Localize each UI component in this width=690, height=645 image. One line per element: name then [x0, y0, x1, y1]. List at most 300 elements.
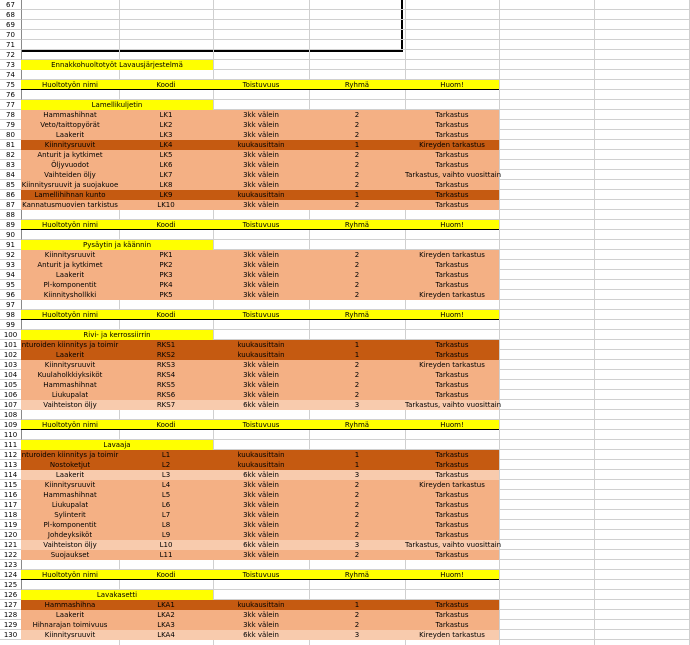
sheet-row[interactable] — [0, 620, 690, 630]
col-koodi-cell[interactable]: LK10 — [119, 200, 213, 210]
column-header-col-koodi[interactable]: Koodi — [119, 80, 213, 90]
row-header[interactable]: 87 — [0, 200, 22, 210]
sheet-row[interactable] — [0, 80, 690, 90]
col-koodi-cell[interactable]: LK4 — [119, 140, 213, 150]
col-koodi-cell[interactable]: RKS4 — [119, 370, 213, 380]
col-koodi-cell[interactable]: LK3 — [119, 130, 213, 140]
row-header[interactable]: 68 — [0, 10, 22, 20]
col-huoltotyo-cell[interactable]: Johdeyksiköt — [21, 530, 119, 540]
col-huom-cell[interactable]: Tarkastus — [405, 450, 499, 460]
row-header[interactable]: 105 — [0, 380, 22, 390]
row-header[interactable]: 75 — [0, 80, 22, 90]
row-header[interactable]: 101 — [0, 340, 22, 350]
sheet-row[interactable] — [0, 440, 690, 450]
col-huoltotyo-cell[interactable]: Laakerit — [21, 470, 119, 480]
col-ryhma-cell[interactable]: 2 — [309, 380, 405, 390]
column-header-col-ryhma[interactable]: Ryhmä — [309, 570, 405, 580]
section-title[interactable]: Lavaaja — [21, 440, 213, 450]
col-koodi-cell[interactable]: RKS2 — [119, 350, 213, 360]
sheet-row[interactable] — [0, 460, 690, 470]
col-toistuvuus-cell[interactable]: 3kk välein — [213, 530, 309, 540]
column-header-col-huoltotyo[interactable]: Huoltotyön nimi — [21, 220, 119, 230]
col-toistuvuus-cell[interactable]: 3kk välein — [213, 120, 309, 130]
column-header-col-huoltotyo[interactable]: Huoltotyön nimi — [21, 420, 119, 430]
col-huoltotyo-cell[interactable]: Liukupalat — [21, 390, 119, 400]
row-header[interactable]: 86 — [0, 190, 22, 200]
col-huom-cell[interactable]: Tarkastus — [405, 490, 499, 500]
row-header[interactable]: 114 — [0, 470, 22, 480]
column-header-col-ryhma[interactable]: Ryhmä — [309, 220, 405, 230]
sheet-row[interactable] — [0, 300, 690, 310]
row-header[interactable]: 112 — [0, 450, 22, 460]
col-toistuvuus-cell[interactable]: 6kk välein — [213, 630, 309, 640]
col-huoltotyo-cell[interactable]: Kiinnitysruuvit — [21, 140, 119, 150]
col-toistuvuus-cell[interactable]: 3kk välein — [213, 520, 309, 530]
col-ryhma-cell[interactable]: 2 — [309, 110, 405, 120]
sheet-row[interactable] — [0, 370, 690, 380]
sheet-row[interactable] — [0, 540, 690, 550]
col-huoltotyo-cell[interactable]: Vaihteiden öljy — [21, 170, 119, 180]
sheet-row[interactable] — [0, 320, 690, 330]
sheet-row[interactable] — [0, 180, 690, 190]
section-title[interactable]: Lavakasetti — [21, 590, 213, 600]
table-title[interactable]: Ennakkohuoltotyöt Lavausjärjestelmä — [21, 60, 213, 70]
row-header[interactable]: 113 — [0, 460, 22, 470]
row-header[interactable]: 85 — [0, 180, 22, 190]
col-huom-cell[interactable]: Tarkastus — [405, 180, 499, 190]
row-header[interactable]: 117 — [0, 500, 22, 510]
row-header[interactable]: 116 — [0, 490, 22, 500]
col-koodi-cell[interactable]: PK5 — [119, 290, 213, 300]
col-toistuvuus-cell[interactable]: 3kk välein — [213, 610, 309, 620]
col-huoltotyo-cell[interactable]: Öljyvuodot — [21, 160, 119, 170]
column-header-col-koodi[interactable]: Koodi — [119, 220, 213, 230]
section-title[interactable]: Rivi- ja kerrossiirrin — [21, 330, 213, 340]
col-huom-cell[interactable]: Tarkastus — [405, 460, 499, 470]
col-toistuvuus-cell[interactable]: 6kk välein — [213, 540, 309, 550]
col-toistuvuus-cell[interactable]: kuukausittain — [213, 460, 309, 470]
col-huom-cell[interactable]: Tarkastus — [405, 280, 499, 290]
col-toistuvuus-cell[interactable]: kuukausittain — [213, 340, 309, 350]
sheet-row[interactable] — [0, 130, 690, 140]
row-header[interactable]: 89 — [0, 220, 22, 230]
col-huom-cell[interactable]: Tarkastus — [405, 110, 499, 120]
col-koodi-cell[interactable]: LKA3 — [119, 620, 213, 630]
col-toistuvuus-cell[interactable]: kuukausittain — [213, 350, 309, 360]
sheet-row[interactable] — [0, 430, 690, 440]
col-huom-cell[interactable]: Tarkastus, vaihto vuosittain — [405, 401, 502, 409]
col-huom-cell[interactable]: Tarkastus — [405, 610, 499, 620]
sheet-row[interactable] — [0, 500, 690, 510]
column-header-col-koodi[interactable]: Koodi — [119, 310, 213, 320]
col-toistuvuus-cell[interactable]: 3kk välein — [213, 360, 309, 370]
col-koodi-cell[interactable]: RKS6 — [119, 390, 213, 400]
col-ryhma-cell[interactable]: 2 — [309, 480, 405, 490]
sheet-row[interactable] — [0, 230, 690, 240]
col-koodi-cell[interactable]: PK2 — [119, 260, 213, 270]
col-toistuvuus-cell[interactable]: 3kk välein — [213, 510, 309, 520]
col-huom-cell[interactable]: Tarkastus — [405, 510, 499, 520]
col-huoltotyo-cell[interactable]: Lamellihihnan kunto — [21, 190, 119, 200]
row-header[interactable]: 74 — [0, 70, 22, 80]
col-huom-cell[interactable]: Tarkastus — [405, 600, 499, 610]
col-toistuvuus-cell[interactable]: kuukausittain — [213, 190, 309, 200]
col-huom-cell[interactable]: Tarkastus — [405, 200, 499, 210]
sheet-row[interactable] — [0, 290, 690, 300]
row-header[interactable]: 122 — [0, 550, 22, 560]
row-header[interactable]: 99 — [0, 320, 22, 330]
col-huoltotyo-cell[interactable]: Kiinnitysruuvit — [21, 360, 119, 370]
sheet-row[interactable] — [0, 600, 690, 610]
row-header[interactable]: 76 — [0, 90, 22, 100]
col-koodi-cell[interactable]: LK5 — [119, 150, 213, 160]
row-header[interactable]: 71 — [0, 40, 22, 50]
col-ryhma-cell[interactable]: 2 — [309, 250, 405, 260]
column-header-col-toistuvuus[interactable]: Toistuvuus — [213, 420, 309, 430]
col-toistuvuus-cell[interactable]: 3kk välein — [213, 500, 309, 510]
row-header[interactable]: 79 — [0, 120, 22, 130]
row-header[interactable]: 67 — [0, 0, 22, 10]
col-koodi-cell[interactable]: LKA4 — [119, 630, 213, 640]
column-header-col-toistuvuus[interactable]: Toistuvuus — [213, 570, 309, 580]
col-ryhma-cell[interactable]: 3 — [309, 540, 405, 550]
col-huoltotyo-cell[interactable]: Vaihteiston öljy — [21, 400, 119, 410]
col-toistuvuus-cell[interactable]: 3kk välein — [213, 490, 309, 500]
column-header-col-huoltotyo[interactable]: Huoltotyön nimi — [21, 310, 119, 320]
col-koodi-cell[interactable]: LK6 — [119, 160, 213, 170]
row-header[interactable]: 98 — [0, 310, 22, 320]
col-koodi-cell[interactable]: PK4 — [119, 280, 213, 290]
column-header-col-toistuvuus[interactable]: Toistuvuus — [213, 80, 309, 90]
col-huom-cell[interactable]: Tarkastus — [405, 340, 499, 350]
col-koodi-cell[interactable]: LK2 — [119, 120, 213, 130]
row-header[interactable]: 120 — [0, 530, 22, 540]
row-header[interactable]: 93 — [0, 260, 22, 270]
col-toistuvuus-cell[interactable]: 3kk välein — [213, 130, 309, 140]
col-koodi-cell[interactable]: PK1 — [119, 250, 213, 260]
row-header[interactable]: 78 — [0, 110, 22, 120]
col-huoltotyo-cell[interactable]: Kannatusmuovien tarkistus — [22, 201, 118, 209]
col-huoltotyo-cell[interactable]: Laakerit — [21, 610, 119, 620]
col-toistuvuus-cell[interactable]: 3kk välein — [213, 390, 309, 400]
col-huom-cell[interactable]: Tarkastus — [405, 260, 499, 270]
col-ryhma-cell[interactable]: 2 — [309, 170, 405, 180]
sheet-row[interactable] — [0, 480, 690, 490]
col-huoltotyo-cell[interactable]: Pl-komponentit — [21, 280, 119, 290]
col-huoltotyo-cell[interactable]: Hammashihnat — [21, 380, 119, 390]
row-header[interactable]: 91 — [0, 240, 22, 250]
sheet-row[interactable] — [0, 400, 690, 410]
col-huom-cell[interactable]: Tarkastus — [405, 190, 499, 200]
col-huom-cell[interactable]: Tarkastus, vaihto vuosittain — [405, 541, 502, 549]
col-huom-cell[interactable]: Tarkastus, vaihto vuosittain — [405, 171, 502, 179]
row-header[interactable]: 103 — [0, 360, 22, 370]
col-toistuvuus-cell[interactable]: 3kk välein — [213, 150, 309, 160]
row-header[interactable]: 125 — [0, 580, 22, 590]
sheet-row[interactable] — [0, 530, 690, 540]
col-ryhma-cell[interactable]: 3 — [309, 630, 405, 640]
col-ryhma-cell[interactable]: 2 — [309, 120, 405, 130]
col-huoltotyo-cell[interactable]: Hihnarajan toimivuus — [21, 620, 119, 630]
col-ryhma-cell[interactable]: 2 — [309, 620, 405, 630]
col-koodi-cell[interactable]: L2 — [119, 460, 213, 470]
col-koodi-cell[interactable]: L1 — [119, 450, 213, 460]
col-huoltotyo-cell[interactable]: Vaihteiston öljy — [21, 540, 119, 550]
column-header-col-ryhma[interactable]: Ryhmä — [309, 80, 405, 90]
col-toistuvuus-cell[interactable]: 3kk välein — [213, 180, 309, 190]
col-ryhma-cell[interactable]: 1 — [309, 450, 405, 460]
sheet-row[interactable] — [0, 170, 690, 180]
sheet-row[interactable] — [0, 490, 690, 500]
row-header[interactable]: 81 — [0, 140, 22, 150]
col-huom-cell[interactable]: Kireyden tarkastus — [405, 140, 499, 150]
col-huom-cell[interactable]: Tarkastus — [405, 350, 499, 360]
sheet-row[interactable] — [0, 450, 690, 460]
col-ryhma-cell[interactable]: 2 — [309, 200, 405, 210]
column-header-col-koodi[interactable]: Koodi — [119, 570, 213, 580]
sheet-row[interactable] — [0, 340, 690, 350]
col-huoltotyo-cell[interactable]: Hammashihna — [21, 600, 119, 610]
row-header[interactable]: 107 — [0, 400, 22, 410]
col-koodi-cell[interactable]: L11 — [119, 550, 213, 560]
row-header[interactable]: 77 — [0, 100, 22, 110]
sheet-row[interactable] — [0, 60, 690, 70]
col-toistuvuus-cell[interactable]: 6kk välein — [213, 470, 309, 480]
col-huom-cell[interactable]: Tarkastus — [405, 520, 499, 530]
col-huom-cell[interactable]: Kireyden tarkastus — [405, 360, 499, 370]
col-huoltotyo-cell[interactable]: Suojaukset — [21, 550, 119, 560]
sheet-row[interactable] — [0, 30, 690, 40]
sheet-row[interactable] — [0, 380, 690, 390]
col-huoltotyo-cell[interactable]: Kuulaholkkiyksiköt — [21, 370, 119, 380]
sheet-row[interactable] — [0, 560, 690, 570]
sheet-row[interactable] — [0, 150, 690, 160]
col-huoltotyo-cell[interactable]: Kiinnityshollkki — [21, 290, 119, 300]
col-toistuvuus-cell[interactable]: 3kk välein — [213, 480, 309, 490]
row-header[interactable]: 69 — [0, 20, 22, 30]
column-header-col-huom[interactable]: Huom! — [405, 420, 499, 430]
col-huom-cell[interactable]: Tarkastus — [405, 380, 499, 390]
col-toistuvuus-cell[interactable]: 3kk välein — [213, 260, 309, 270]
col-ryhma-cell[interactable]: 1 — [309, 350, 405, 360]
sheet-row[interactable] — [0, 330, 690, 340]
row-header[interactable]: 80 — [0, 130, 22, 140]
row-header[interactable]: 73 — [0, 60, 22, 70]
col-huoltotyo-cell[interactable]: Sylinterit — [21, 510, 119, 520]
col-huoltotyo-cell[interactable]: nturoiden kiinnitys ja toimir — [21, 341, 119, 349]
col-koodi-cell[interactable]: L3 — [119, 470, 213, 480]
col-toistuvuus-cell[interactable]: 3kk välein — [213, 200, 309, 210]
section-title[interactable]: Pysäytin ja käännin — [21, 240, 213, 250]
col-toistuvuus-cell[interactable]: 3kk välein — [213, 270, 309, 280]
col-koodi-cell[interactable]: L5 — [119, 490, 213, 500]
sheet-row[interactable] — [0, 90, 690, 100]
sheet-row[interactable] — [0, 250, 690, 260]
column-header-col-huoltotyo[interactable]: Huoltotyön nimi — [21, 80, 119, 90]
row-header[interactable]: 110 — [0, 430, 22, 440]
sheet-row[interactable] — [0, 360, 690, 370]
col-huoltotyo-cell[interactable]: Nostoketjut — [21, 460, 119, 470]
col-toistuvuus-cell[interactable]: 3kk välein — [213, 550, 309, 560]
col-ryhma-cell[interactable]: 2 — [309, 160, 405, 170]
sheet-row[interactable] — [0, 200, 690, 210]
col-ryhma-cell[interactable]: 2 — [309, 270, 405, 280]
col-toistuvuus-cell[interactable]: kuukausittain — [213, 140, 309, 150]
col-huoltotyo-cell[interactable]: Laakerit — [21, 270, 119, 280]
row-header[interactable]: 124 — [0, 570, 22, 580]
col-huoltotyo-cell[interactable]: Veto/taittopyörät — [21, 120, 119, 130]
row-header[interactable]: 119 — [0, 520, 22, 530]
col-ryhma-cell[interactable]: 2 — [309, 550, 405, 560]
col-ryhma-cell[interactable]: 2 — [309, 530, 405, 540]
col-ryhma-cell[interactable]: 2 — [309, 130, 405, 140]
col-huom-cell[interactable]: Tarkastus — [405, 120, 499, 130]
sheet-row[interactable] — [0, 550, 690, 560]
col-huom-cell[interactable]: Tarkastus — [405, 150, 499, 160]
col-toistuvuus-cell[interactable]: 6kk välein — [213, 400, 309, 410]
sheet-row[interactable] — [0, 420, 690, 430]
sheet-row[interactable] — [0, 20, 690, 30]
col-koodi-cell[interactable]: L7 — [119, 510, 213, 520]
row-header[interactable]: 104 — [0, 370, 22, 380]
sheet-row[interactable] — [0, 280, 690, 290]
column-header-col-koodi[interactable]: Koodi — [119, 420, 213, 430]
col-huom-cell[interactable]: Tarkastus — [405, 470, 499, 480]
col-koodi-cell[interactable]: RKS3 — [119, 360, 213, 370]
sheet-row[interactable] — [0, 10, 690, 20]
row-header[interactable]: 127 — [0, 600, 22, 610]
col-huom-cell[interactable]: Tarkastus — [405, 390, 499, 400]
col-huom-cell[interactable]: Tarkastus — [405, 130, 499, 140]
col-ryhma-cell[interactable]: 3 — [309, 400, 405, 410]
col-ryhma-cell[interactable]: 2 — [309, 490, 405, 500]
column-header-col-ryhma[interactable]: Ryhmä — [309, 420, 405, 430]
col-huom-cell[interactable]: Tarkastus — [405, 620, 499, 630]
col-toistuvuus-cell[interactable]: 3kk välein — [213, 380, 309, 390]
col-huoltotyo-cell[interactable]: Kiinnitysruuvit — [21, 630, 119, 640]
col-huoltotyo-cell[interactable]: Pl-komponentit — [21, 520, 119, 530]
sheet-row[interactable] — [0, 100, 690, 110]
row-header[interactable]: 90 — [0, 230, 22, 240]
col-huom-cell[interactable]: Tarkastus — [405, 160, 499, 170]
col-koodi-cell[interactable]: LK7 — [119, 170, 213, 180]
col-toistuvuus-cell[interactable]: 3kk välein — [213, 280, 309, 290]
col-toistuvuus-cell[interactable]: 3kk välein — [213, 110, 309, 120]
col-huom-cell[interactable]: Kireyden tarkastus — [405, 480, 499, 490]
col-ryhma-cell[interactable]: 1 — [309, 140, 405, 150]
sheet-row[interactable] — [0, 630, 690, 640]
col-huoltotyo-cell[interactable]: Anturit ja kytkimet — [21, 150, 119, 160]
section-title[interactable]: Lamellikuljetin — [21, 100, 213, 110]
sheet-row[interactable] — [0, 390, 690, 400]
col-ryhma-cell[interactable]: 1 — [309, 190, 405, 200]
row-header[interactable]: 102 — [0, 350, 22, 360]
col-ryhma-cell[interactable]: 2 — [309, 500, 405, 510]
col-toistuvuus-cell[interactable]: 3kk välein — [213, 160, 309, 170]
row-header[interactable]: 94 — [0, 270, 22, 280]
col-ryhma-cell[interactable]: 2 — [309, 520, 405, 530]
col-huoltotyo-cell[interactable]: Kiinnitysruuvit — [21, 250, 119, 260]
row-header[interactable]: 111 — [0, 440, 22, 450]
row-header[interactable]: 118 — [0, 510, 22, 520]
row-header[interactable]: 72 — [0, 50, 22, 60]
sheet-row[interactable] — [0, 240, 690, 250]
col-toistuvuus-cell[interactable]: kuukausittain — [213, 450, 309, 460]
col-huoltotyo-cell[interactable]: Laakerit — [21, 130, 119, 140]
row-header[interactable]: 128 — [0, 610, 22, 620]
col-huom-cell[interactable]: Tarkastus — [405, 550, 499, 560]
column-header-col-huom[interactable]: Huom! — [405, 570, 499, 580]
row-header[interactable]: 130 — [0, 630, 22, 640]
sheet-row[interactable] — [0, 50, 690, 60]
column-header-col-toistuvuus[interactable]: Toistuvuus — [213, 220, 309, 230]
col-huom-cell[interactable]: Kireyden tarkastus — [405, 290, 499, 300]
col-ryhma-cell[interactable]: 2 — [309, 180, 405, 190]
col-koodi-cell[interactable]: PK3 — [119, 270, 213, 280]
col-koodi-cell[interactable]: L4 — [119, 480, 213, 490]
sheet-row[interactable] — [0, 270, 690, 280]
row-header[interactable]: 84 — [0, 170, 22, 180]
col-koodi-cell[interactable]: L6 — [119, 500, 213, 510]
sheet-row[interactable] — [0, 580, 690, 590]
col-koodi-cell[interactable]: LK1 — [119, 110, 213, 120]
col-huom-cell[interactable]: Kireyden tarkastus — [405, 250, 499, 260]
sheet-row[interactable] — [0, 110, 690, 120]
col-koodi-cell[interactable]: LK9 — [119, 190, 213, 200]
row-header[interactable]: 92 — [0, 250, 22, 260]
col-koodi-cell[interactable]: RKS7 — [119, 400, 213, 410]
row-header[interactable]: 106 — [0, 390, 22, 400]
sheet-row[interactable] — [0, 260, 690, 270]
col-toistuvuus-cell[interactable]: 3kk välein — [213, 250, 309, 260]
col-koodi-cell[interactable]: L10 — [119, 540, 213, 550]
col-huoltotyo-cell[interactable]: Hammashihnat — [21, 110, 119, 120]
row-header[interactable]: 95 — [0, 280, 22, 290]
col-ryhma-cell[interactable]: 2 — [309, 390, 405, 400]
column-header-col-huom[interactable]: Huom! — [405, 310, 499, 320]
row-header[interactable]: 100 — [0, 330, 22, 340]
col-koodi-cell[interactable]: L9 — [119, 530, 213, 540]
col-ryhma-cell[interactable]: 2 — [309, 150, 405, 160]
col-toistuvuus-cell[interactable]: 3kk välein — [213, 290, 309, 300]
row-header[interactable]: 96 — [0, 290, 22, 300]
column-header-col-huom[interactable]: Huom! — [405, 80, 499, 90]
col-koodi-cell[interactable]: LK8 — [119, 180, 213, 190]
col-toistuvuus-cell[interactable]: 3kk välein — [213, 370, 309, 380]
col-ryhma-cell[interactable]: 3 — [309, 470, 405, 480]
row-header[interactable]: 121 — [0, 540, 22, 550]
col-toistuvuus-cell[interactable]: 3kk välein — [213, 620, 309, 630]
col-koodi-cell[interactable]: RKS5 — [119, 380, 213, 390]
col-huom-cell[interactable]: Tarkastus — [405, 500, 499, 510]
sheet-row[interactable] — [0, 570, 690, 580]
col-toistuvuus-cell[interactable]: kuukausittain — [213, 600, 309, 610]
row-header[interactable]: 108 — [0, 410, 22, 420]
row-header[interactable]: 126 — [0, 590, 22, 600]
col-toistuvuus-cell[interactable]: 3kk välein — [213, 170, 309, 180]
sheet-row[interactable] — [0, 70, 690, 80]
sheet-row[interactable] — [0, 210, 690, 220]
sheet-row[interactable] — [0, 40, 690, 50]
sheet-row[interactable] — [0, 310, 690, 320]
row-header[interactable]: 88 — [0, 210, 22, 220]
col-ryhma-cell[interactable]: 2 — [309, 370, 405, 380]
col-huoltotyo-cell[interactable]: nturoiden kiinnitys ja toimir — [21, 451, 119, 459]
col-koodi-cell[interactable]: LKA1 — [119, 600, 213, 610]
col-huoltotyo-cell[interactable]: Laakerit — [21, 350, 119, 360]
sheet-row[interactable] — [0, 120, 690, 130]
col-ryhma-cell[interactable]: 2 — [309, 290, 405, 300]
